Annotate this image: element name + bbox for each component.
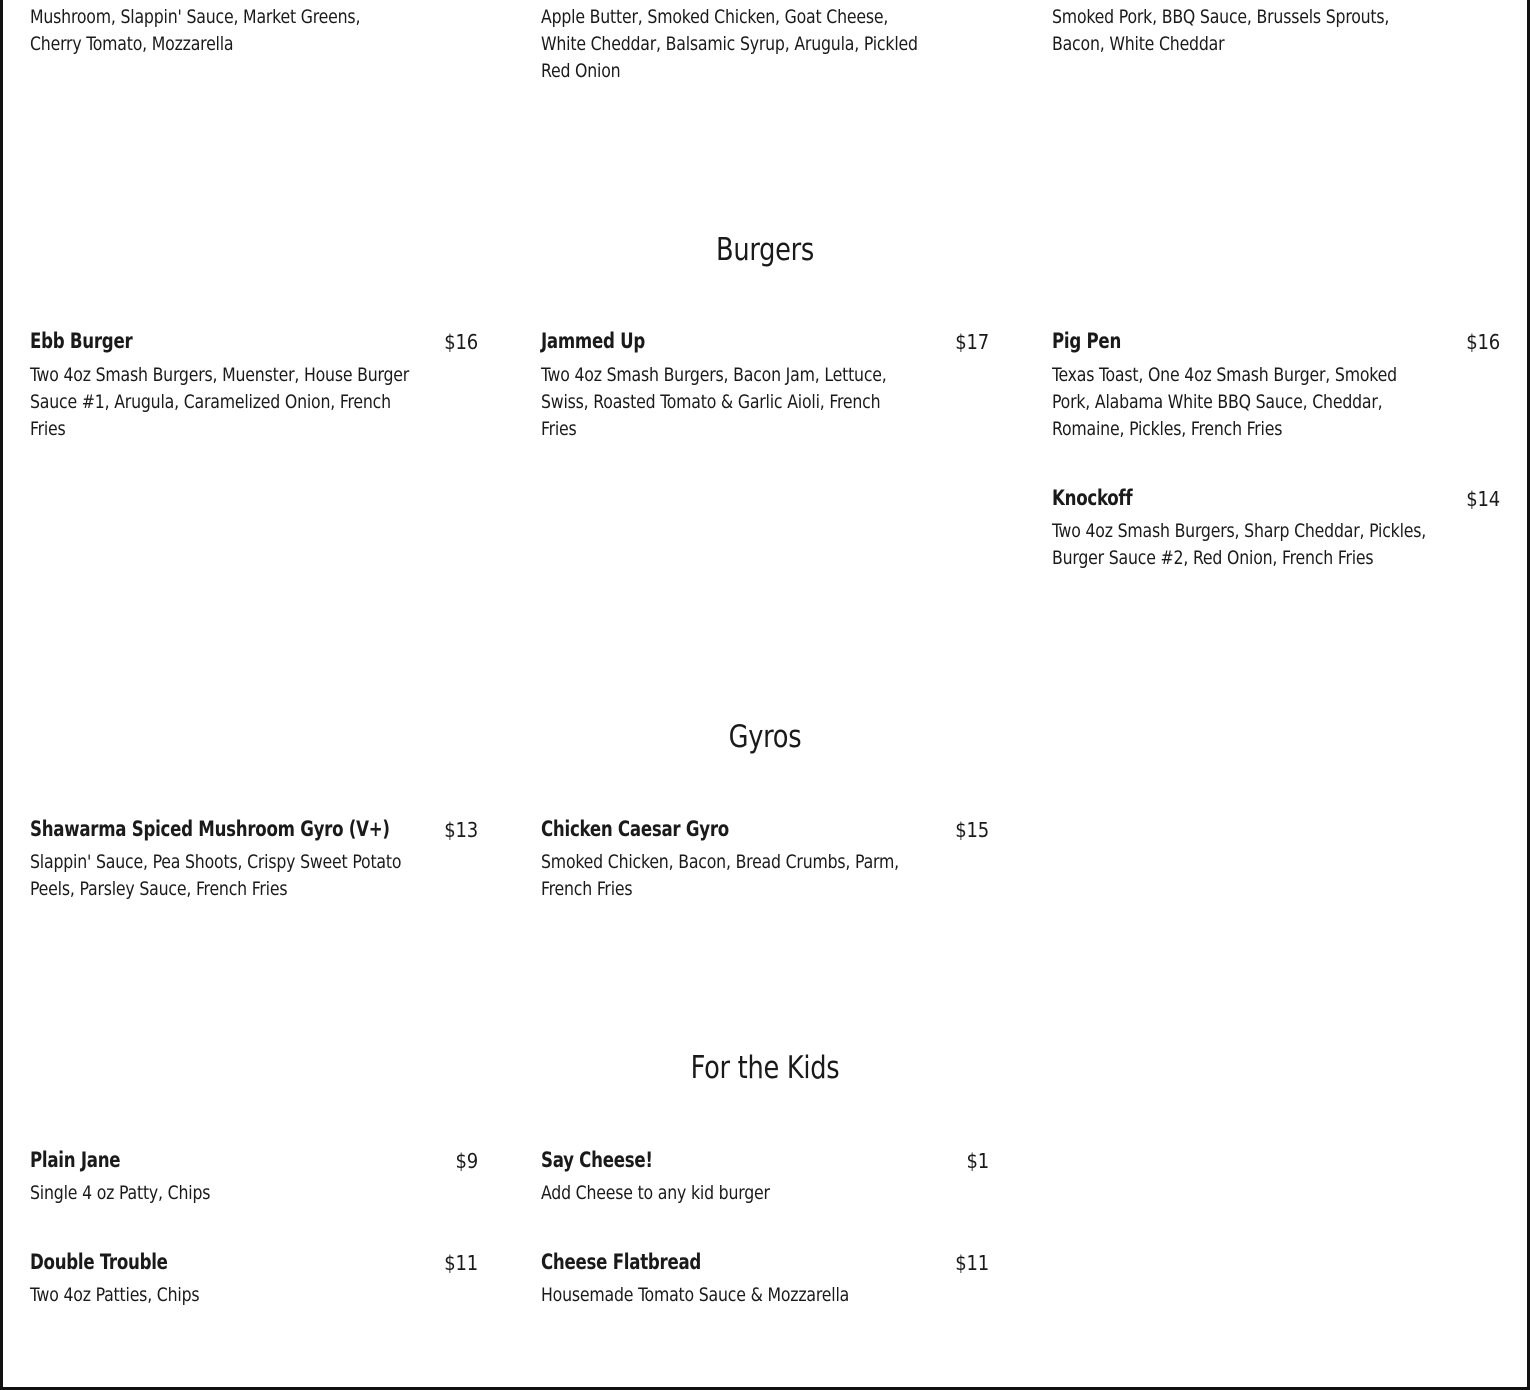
menu-item-price: $13 (444, 818, 478, 842)
menu-item-description: Two 4oz Smash Burgers, Bacon Jam, Lettuce, Swiss, Roasted Tomato & Garlic Aioli, French Fries (541, 364, 887, 440)
menu-item-name: Jammed Up (541, 329, 646, 353)
menu-item-description: Mushroom, Slappin' Sauce, Market Greens, Cherry Tomato, Mozzarella (30, 6, 361, 55)
menu-item-price: $17 (955, 330, 989, 354)
menu-item-description: Smoked Pork, BBQ Sauce, Brussels Sprouts, Bacon, White Cheddar (1052, 6, 1390, 55)
section-title-gyros: Gyros (728, 719, 802, 755)
menu-item-price: $11 (444, 1251, 478, 1275)
menu-item-price: $1 (966, 1149, 989, 1173)
menu-item-description: Smoked Chicken, Bacon, Bread Crumbs, Parm, French Fries (541, 851, 899, 900)
menu-item-description: Slappin' Sauce, Pea Shoots, Crispy Sweet Potato Peels, Parsley Sauce, French Fries (30, 851, 402, 900)
menu-item-name: Cheese Flatbread (541, 1250, 702, 1274)
menu-item-price: $11 (955, 1251, 989, 1275)
menu-item-name: Say Cheese! (541, 1148, 653, 1172)
menu-item-price: $15 (955, 818, 989, 842)
menu-item-description: Two 4oz Patties, Chips (30, 1284, 200, 1306)
menu-item-description: Two 4oz Smash Burgers, Sharp Cheddar, Pickles, Burger Sauce #2, Red Onion, French Fries (1052, 520, 1427, 569)
menu-item-description: Apple Butter, Smoked Chicken, Goat Cheese, White Cheddar, Balsamic Syrup, Arugula, Pickled Red Onion (541, 6, 918, 82)
menu-item-name: Plain Jane (30, 1148, 121, 1172)
menu-item-name: Ebb Burger (30, 329, 133, 353)
menu-item-description: Two 4oz Smash Burgers, Muenster, House Burger Sauce #1, Arugula, Caramelized Onion, French Fries (30, 364, 410, 440)
section-title-burgers: Burgers (716, 232, 814, 268)
menu-item-description: Add Cheese to any kid burger (541, 1182, 770, 1204)
menu-item-price: $16 (444, 330, 478, 354)
menu-item-name: Pig Pen (1052, 329, 1122, 353)
menu-item-price: $9 (455, 1149, 478, 1173)
menu-item-price: $14 (1466, 487, 1500, 511)
menu-item-description: Single 4 oz Patty, Chips (30, 1182, 211, 1204)
menu-item-description: Housemade Tomato Sauce & Mozzarella (541, 1284, 850, 1306)
menu-item-name: Chicken Caesar Gyro (541, 817, 729, 841)
menu-item-description: Texas Toast, One 4oz Smash Burger, Smoked Pork, Alabama White BBQ Sauce, Cheddar, Romaine, Pickles, French Fries (1052, 364, 1397, 440)
menu-item-name: Knockoff (1052, 486, 1133, 510)
menu-item-name: Shawarma Spiced Mushroom Gyro (V+) (30, 817, 390, 841)
section-title-for-the-kids: For the Kids (690, 1050, 840, 1086)
menu-item-price: $16 (1466, 330, 1500, 354)
menu-item-name: Double Trouble (30, 1250, 168, 1274)
